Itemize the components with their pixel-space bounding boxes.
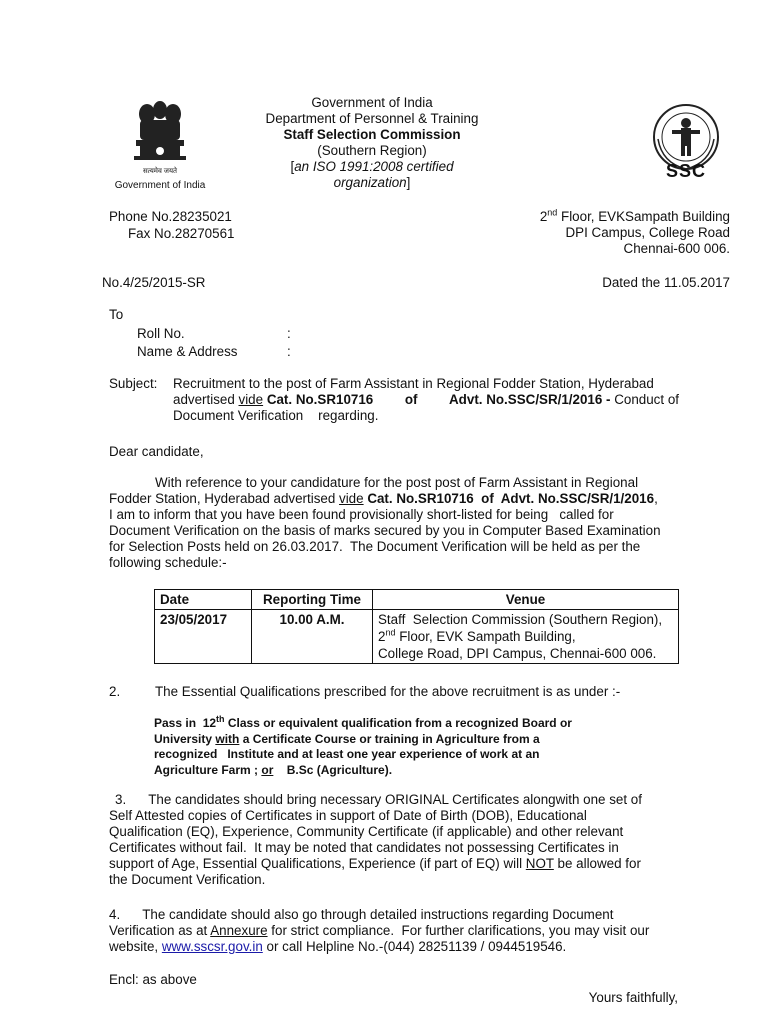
para1-line-4: Document Verification on the basis of marks secured by you in Computer Based Examination (109, 523, 661, 538)
schedule-row (155, 610, 679, 664)
emblem-caption: Government of India (114, 180, 206, 191)
para1-line-1: With reference to your candidature for the post post of Farm Assistant in Regional (155, 475, 639, 490)
paragraph-3: 3. The candidates should bring necessary ORIGINAL Certificates alongwith one set of Self Attested copies of Certificates in support of Date of Birth (DOB), Educational Qualification (EQ), Experience, Community Certificate (if applicable) and other relevant Certificates without fail. It may be noted that candidates not possessing Certificates in support of Age, Essential Qualifications, Experience (if part of EQ) will NOT be allowed for the Document Verification. (109, 792, 642, 887)
fax-number: Fax No.28270561 (128, 226, 235, 241)
roll-no-colon: : (287, 326, 291, 341)
letterhead (240, 95, 504, 191)
schedule-venue: Staff Selection Commission (Southern Region), 2nd Floor, EVK Sampath Building, College Road, DPI Campus, Chennai-600 006. (373, 610, 679, 664)
header-venue: Venue (373, 590, 679, 610)
header-line-region: (Southern Region) (317, 143, 427, 158)
para1-line-2: Fodder Station, Hyderabad advertised vide Cat. No.SR10716 of Advt. No.SSC/SR/1/2016, (109, 491, 658, 506)
header-line-government: Government of India (311, 95, 433, 110)
roll-no-label: Roll No. (137, 326, 185, 341)
header-line-department: Department of Personnel & Training (265, 111, 479, 126)
name-address-label: Name & Address (137, 344, 238, 359)
subject-text (173, 376, 679, 424)
header-reporting-time: Reporting Time (252, 590, 373, 610)
phone-number: Phone No.28235021 (109, 209, 232, 224)
subject-line-1: Recruitment to the post of Farm Assistant in Regional Fodder Station, Hyderabad (173, 376, 654, 391)
name-address-colon: : (287, 344, 291, 359)
office-address (540, 209, 730, 257)
subject-line-3: Document Verification regarding. (173, 408, 379, 423)
qualification-block: Pass in 12th Class or equivalent qualification from a recognized Board or University with a Certificate Course or training in Agriculture from a recognized Institute and at least one year experience of work at an Agriculture Farm ; or B.Sc (Agriculture). (154, 714, 572, 777)
website-link[interactable]: www.sscsr.gov.in (161, 939, 263, 954)
enclosure: Encl: as above (109, 972, 197, 987)
subject-line-2: advertised vide Cat. No.SR10716 of Advt. No.SSC/SR/1/2016 - Conduct of (173, 392, 679, 407)
paragraph-1 (109, 475, 679, 571)
header-line-iso: [an ISO 1991:2008 certified (290, 159, 454, 174)
lion-capital-icon (110, 96, 210, 170)
schedule-table (154, 589, 679, 664)
para2-text: The Essential Qualifications prescribed for the above recruitment is as under :- (155, 684, 621, 699)
para1-line-3: I am to inform that you have been found provisionally short-listed for being called for (109, 507, 614, 522)
header-line-org: organization] (333, 175, 411, 190)
ssc-logo-text: SSC (665, 161, 706, 181)
letter-date: Dated the 11.05.2017 (602, 275, 730, 290)
emblem-motto: सत्यमेव जयते (142, 168, 178, 175)
subject-label: Subject: (109, 376, 158, 391)
para1-line-5: for Selection Posts held on 26.03.2017. The Document Verification will be held as per the (109, 539, 641, 554)
closing: Yours faithfully, (588, 990, 678, 1005)
header-line-commission: Staff Selection Commission (283, 127, 461, 142)
ssc-logo (652, 103, 720, 183)
salutation: Dear candidate, (109, 444, 204, 459)
schedule-time: 10.00 A.M. (252, 610, 373, 664)
para2-number: 2. (109, 684, 121, 699)
paragraph-4: 4. The candidate should also go through detailed instructions regarding Document Verification as at Annexure for strict compliance. For further clarifications, you may visit our website, www.sscsr.gov.in or call Helpline No.-(044) 28251139 / 0944519546. (109, 907, 650, 954)
address-line-campus: DPI Campus, College Road (565, 225, 730, 240)
address-line-city: Chennai-600 006. (623, 241, 730, 256)
address-line-floor: 2nd Floor, EVKSampath Building (539, 207, 730, 224)
schedule-date: 23/05/2017 (155, 610, 252, 664)
to-label: To (109, 307, 124, 322)
header-date: Date (155, 590, 252, 610)
para1-line-6: following schedule:- (109, 555, 227, 570)
government-emblem (110, 96, 210, 196)
schedule-header-row (155, 590, 679, 610)
reference-number: No.4/25/2015-SR (102, 275, 206, 290)
